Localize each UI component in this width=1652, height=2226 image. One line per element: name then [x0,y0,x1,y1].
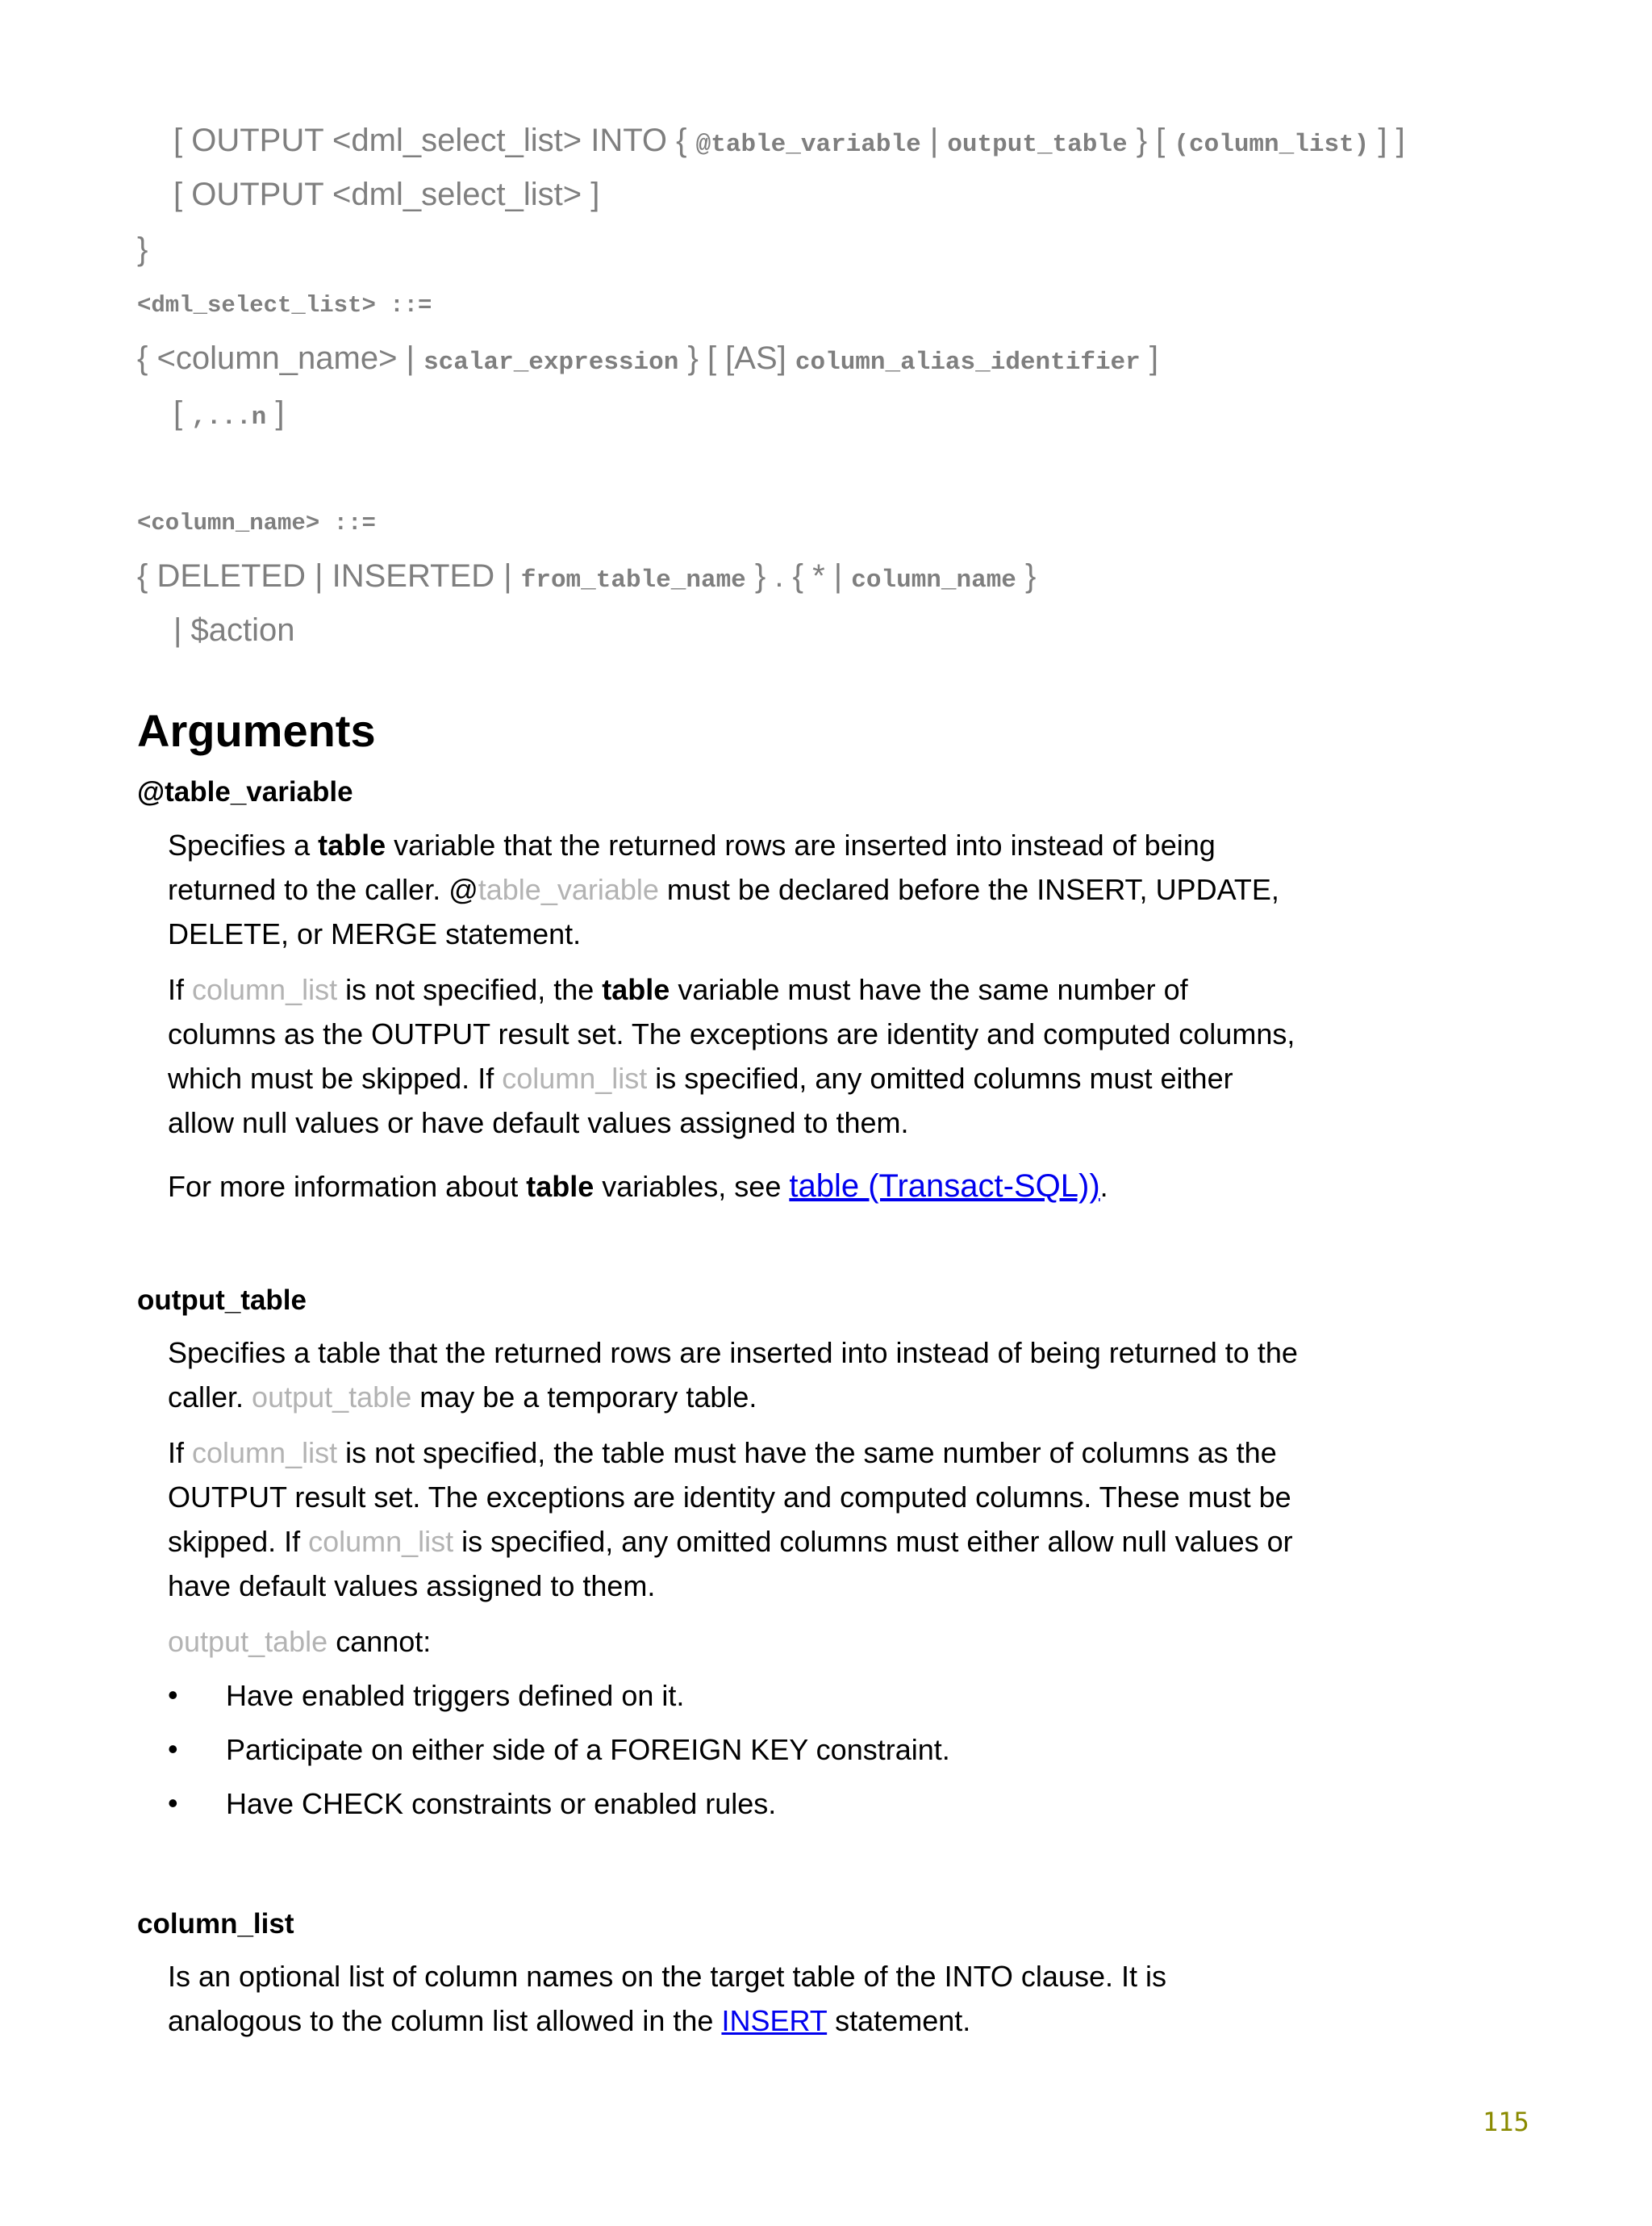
list-item: Have CHECK constraints or enabled rules. [226,1787,777,1820]
output-table-heading: output_table [137,1284,307,1316]
table-variable-para2-line2: columns as the OUTPUT result set. The exceptions are identity and computed columns, [168,1017,1295,1050]
insert-link[interactable]: INSERT [721,2004,828,2037]
bullet-icon: • [168,1786,178,1819]
output-table-para2-line4: have default values assigned to them. [168,1569,656,1602]
output-table-para-line2: caller. output_table may be a temporary table. [168,1380,757,1414]
syntax-column-name-def: <column_name> ::= [137,510,376,537]
table-variable-para-line2: returned to the caller. @table_variable must be declared before the INSERT, UPDATE, [168,873,1279,906]
list-item: Have enabled triggers defined on it. [226,1679,685,1712]
syntax-line-action: | $action [173,612,295,648]
output-table-para2-line1: If column_list is not specified, the table must have the same number of columns as the [168,1436,1277,1469]
arguments-heading: Arguments [137,705,376,756]
output-table-cannot: output_table cannot: [168,1625,432,1658]
syntax-line-output-into: [ OUTPUT <dml_select_list> INTO { @table_variable | output_table } [ (column_list) ] ] [173,123,1405,159]
syntax-line-column-name: { <column_name> | scalar_expression } [ [AS] column_alias_identifier ] [137,340,1159,377]
bullet-icon: • [168,1732,178,1765]
column-list-heading: column_list [137,1908,294,1940]
column-list-para-line2: analogous to the column list allowed in the INSERT statement. [168,2004,971,2037]
table-variable-para2-line1: If column_list is not specified, the table variable must have the same number of [168,973,1188,1006]
table-variable-heading: @table_variable [137,776,353,808]
list-item: Participate on either side of a FOREIGN KEY constraint. [226,1733,950,1766]
output-table-para2-line2: OUTPUT result set. The exceptions are identity and computed columns. These must be [168,1481,1291,1514]
syntax-dml-select-list-def: <dml_select_list> ::= [137,292,432,319]
page-number: 115 [1483,2107,1529,2137]
table-variable-para-line3: DELETE, or MERGE statement. [168,917,582,950]
output-table-para-line1: Specifies a table that the returned rows are inserted into instead of being returned to the [168,1336,1298,1369]
bullet-icon: • [168,1678,178,1711]
syntax-line-repeat: [ ,...n ] [173,395,285,432]
syntax-line-brace: } [137,232,148,267]
output-table-para2-line3: skipped. If column_list is specified, any omitted columns must either allow null values or [168,1525,1293,1558]
table-variable-para-line1: Specifies a table variable that the returned rows are inserted into instead of being [168,829,1216,862]
table-variable-para2-line3: which must be skipped. If column_list is specified, any omitted columns must either [168,1062,1233,1095]
table-transact-sql-link[interactable]: table (Transact-SQL)) [789,1168,1100,1204]
table-variable-para2-line4: allow null values or have default values assigned to them. [168,1106,909,1139]
table-variable-para3: For more information about table variables, see table (Transact-SQL)). [168,1168,1108,1204]
column-list-para-line1: Is an optional list of column names on the target table of the INTO clause. It is [168,1960,1166,1993]
syntax-line-output: [ OUTPUT <dml_select_list> ] [173,177,600,212]
syntax-line-deleted-inserted: { DELETED | INSERTED | from_table_name } . { * | column_name } [137,558,1037,595]
